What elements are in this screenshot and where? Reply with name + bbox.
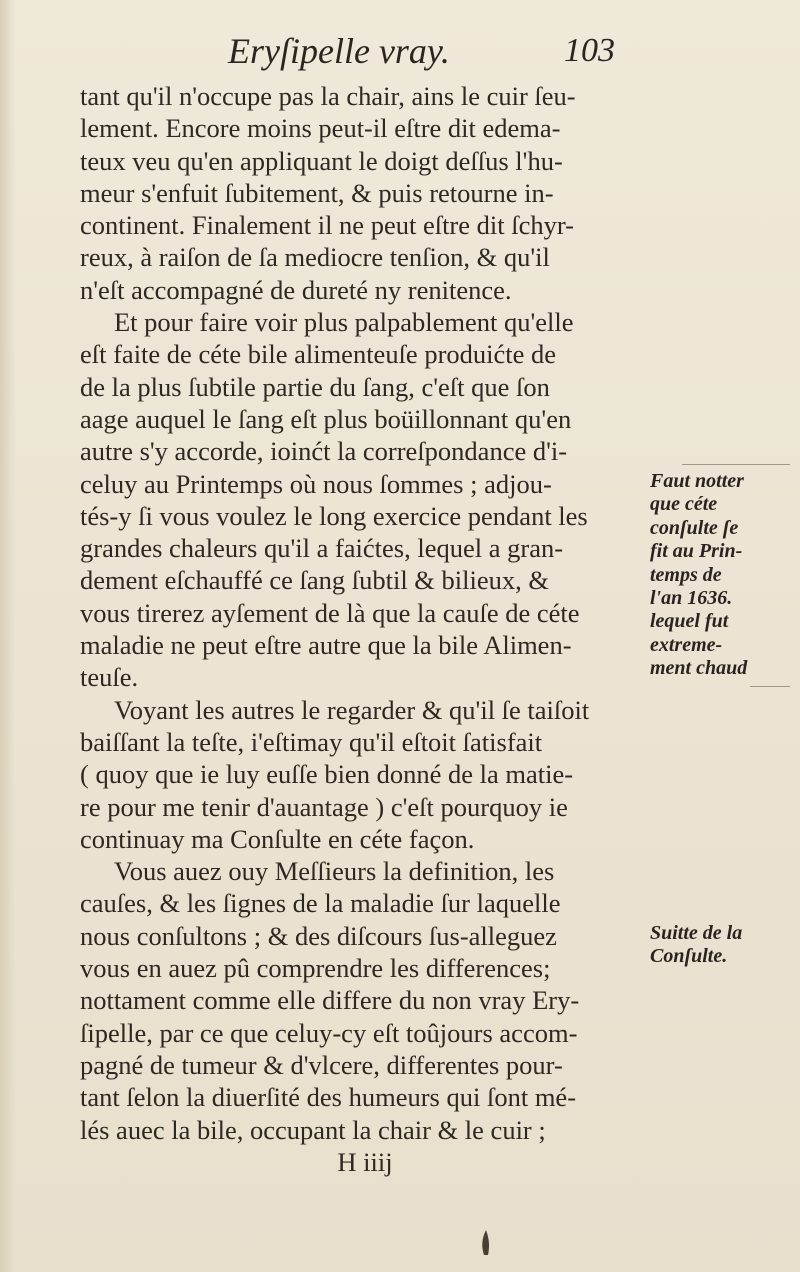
marginal-note-line: fit au Prin- (650, 540, 743, 563)
text-line: eſt faite de céte bile alimenteuſe produićte de (80, 339, 557, 370)
text-line: tant ſelon la diuerſité des humeurs qui ſont mé- (80, 1082, 577, 1113)
marginal-note-line: Suitte de la (650, 922, 743, 944)
text-line: aage auquel le ſang eſt plus boüillonnant qu'en (80, 403, 572, 434)
paragraph-start-line: Et pour faire voir plus palpablement qu'elle (114, 307, 574, 338)
text-line: grandes chaleurs qu'il a faićtes, lequel a gran- (80, 533, 564, 564)
text-line: ( quoy que ie luy euſſe bien donné de la matie- (80, 759, 574, 790)
marginal-note-continuation (650, 922, 796, 969)
marginal-note-line: temps de (650, 563, 722, 586)
note-top-rule (682, 464, 790, 465)
text-line: cauſes, & les ſignes de la maladie ſur laquelle (80, 888, 561, 919)
running-title: Eryſipelle vray. (228, 31, 450, 71)
printer-ornament-icon (478, 1228, 494, 1258)
text-line: nous conſultons ; & des diſcours ſus-alleguez (80, 920, 557, 951)
marginal-note-line: Conſulte. (650, 945, 728, 968)
page-binding-edge (0, 0, 16, 1272)
text-line: n'eſt accompagné de dureté ny renitence. (80, 274, 512, 305)
text-line: lés auec la bile, occupant la chair & le cuir ; (80, 1114, 546, 1145)
paragraph-start-line: Vous auez ouy Meſſieurs la definition, les (114, 856, 555, 887)
text-line: dement eſchauffé ce ſang ſubtil & bilieux, & (80, 565, 550, 596)
signature-mark: H iiij (337, 1146, 393, 1177)
marginal-note-line: Faut notter (650, 470, 744, 492)
marginal-note-line: que céte (650, 493, 718, 516)
text-line: reux, à raiſon de ſa mediocre tenſion, & qu'il (80, 242, 550, 273)
text-line: nottament comme elle differe du non vray Ery- (80, 985, 580, 1016)
note-bottom-rule (750, 686, 790, 687)
marginal-note-line: extreme- (650, 633, 723, 656)
main-text (80, 80, 650, 1178)
text-line: celuy au Printemps où nous ſommes ; adjou- (80, 468, 552, 499)
paragraph-start-line: Voyant les autres le regarder & qu'il ſe taiſoit (114, 694, 590, 725)
marginal-note-line: lequel fut (650, 610, 729, 633)
text-line: lement. Encore moins peut-il eſtre dit edema- (80, 113, 561, 144)
text-line: autre s'y accorde, ioinćt la correſpondance d'i- (80, 436, 568, 467)
page-header (228, 28, 648, 88)
text-line: tant qu'il n'occupe pas la chair, ains le cuir ſeu- (80, 81, 576, 111)
text-line: baiſſant la teſte, i'eſtimay qu'il eſtoit ſatisfait (80, 726, 543, 757)
text-line: vous tirerez ayſement de là que la cauſe de céte (80, 597, 580, 628)
text-line: vous en auez pû comprendre les differences; (80, 953, 551, 984)
text-line: continuay ma Conſulte en céte façon. (80, 823, 475, 854)
text-line: tés-y ſi vous voulez le long exercice pendant les (80, 500, 588, 531)
text-line: de la plus ſubtile partie du ſang, c'eſt que ſon (80, 371, 550, 402)
marginal-note-line: ment chaud (650, 657, 748, 680)
text-line: teux veu qu'en appliquant le doigt deſſus l'hu- (80, 145, 563, 176)
text-line: pagné de tumeur & d'vlcere, differentes pour- (80, 1049, 563, 1080)
text-line: re pour me tenir d'auantage ) c'eſt pourquoy ie (80, 791, 568, 822)
page-number: 103 (564, 32, 615, 69)
marginal-note-line: l'an 1636. (650, 586, 733, 609)
text-line: maladie ne peut eſtre autre que la bile Alimen- (80, 630, 572, 661)
text-line: teuſe. (80, 662, 139, 693)
text-line: ſipelle, par ce que celuy-cy eſt toûjours accom- (80, 1017, 578, 1048)
marginal-note-date (650, 470, 796, 681)
text-line: continent. Finalement il ne peut eſtre dit ſchyr- (80, 210, 574, 241)
marginal-note-line: conſulte ſe (650, 516, 739, 539)
text-line: meur s'enfuit ſubitement, & puis retourne in- (80, 177, 554, 208)
